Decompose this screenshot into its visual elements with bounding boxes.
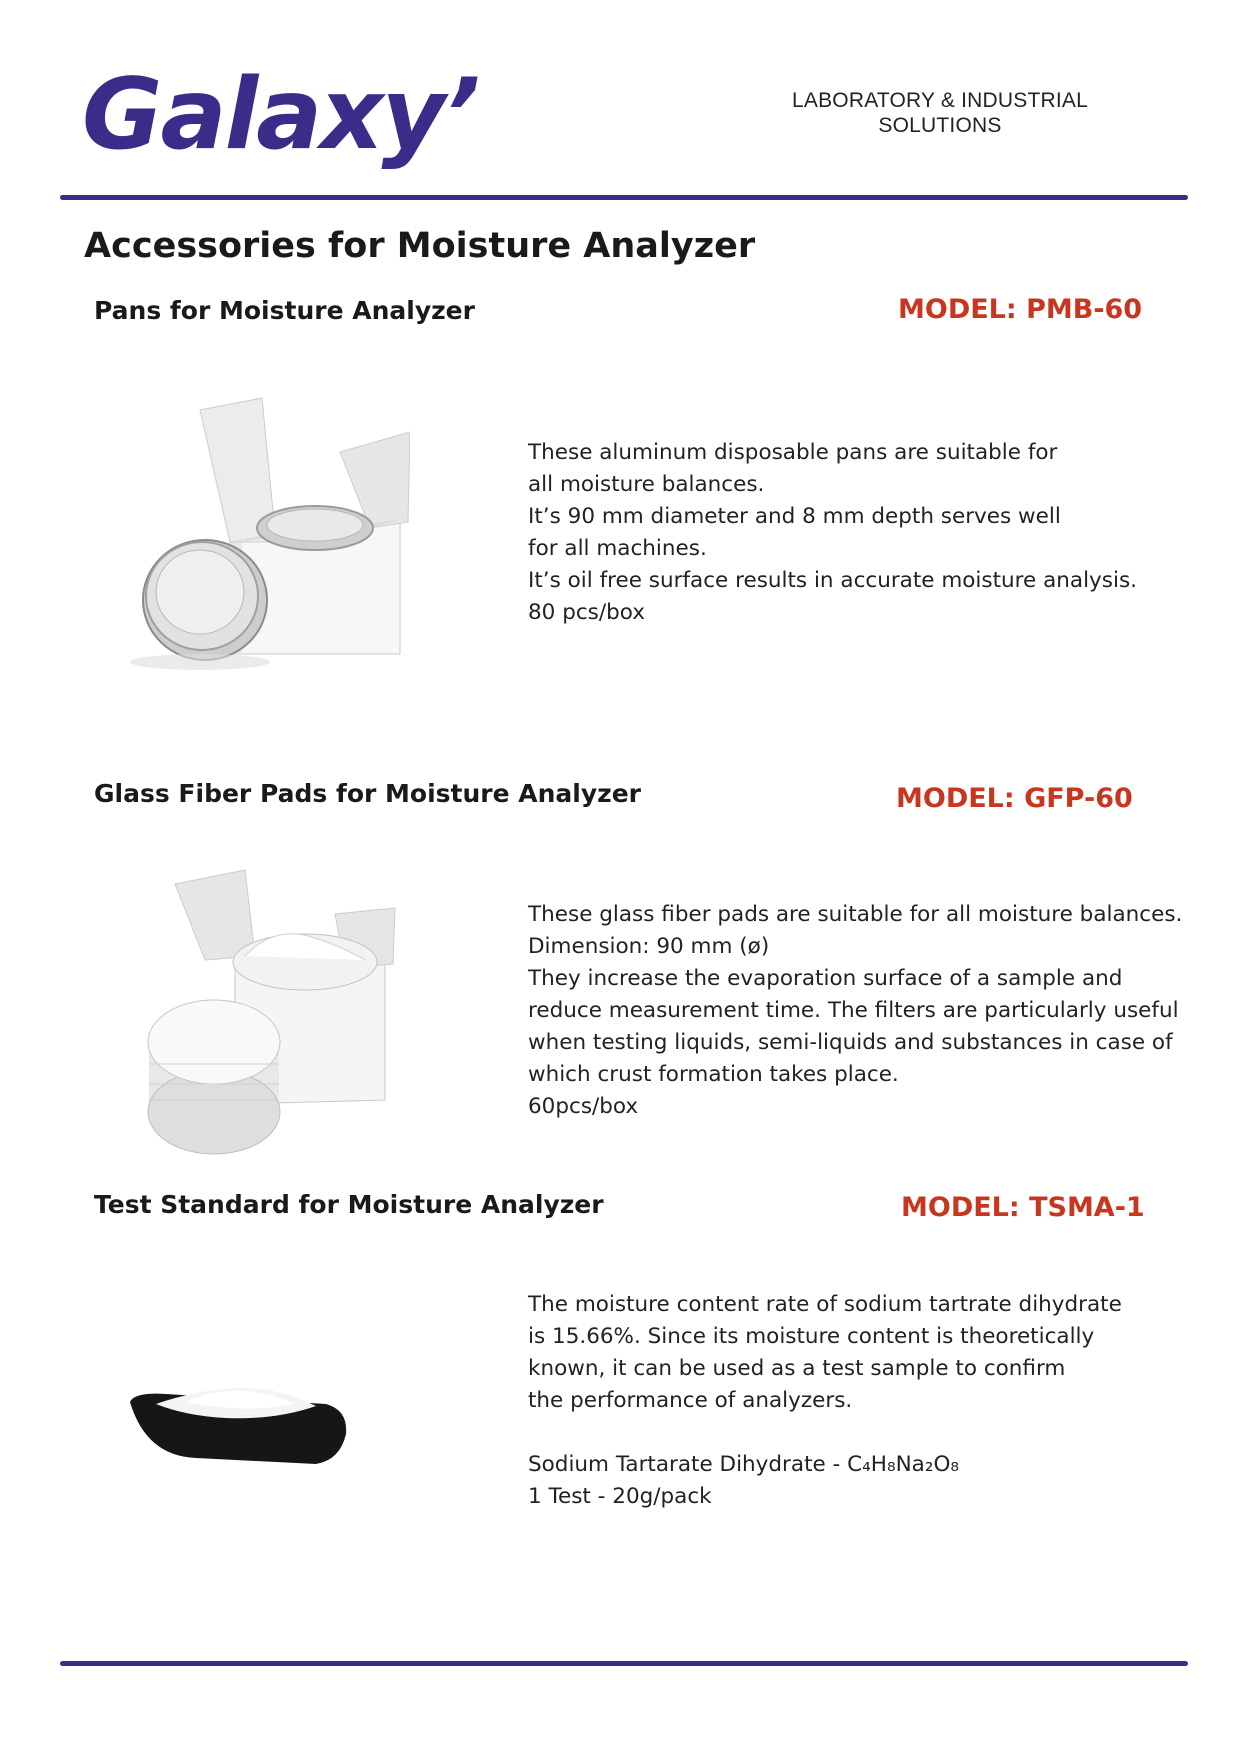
description-line: These aluminum disposable pans are suitable for [528,440,1058,465]
description-line: They increase the evaporation surface of a sample and [528,966,1123,991]
footer-divider [60,1661,1188,1666]
model-label-pmb-60: MODEL: PMB-60 [898,294,1143,325]
description-line: known, it can be used as a test sample to confirm [528,1356,1066,1381]
model-label-gfp-60: MODEL: GFP-60 [896,783,1133,814]
glass-fiber-pads-box-image [145,864,405,1156]
logo-text: Galaxy’ [82,62,479,172]
section-description-pans [528,437,1137,629]
aluminum-pans-box-image [130,392,410,678]
galaxy-logo [82,62,512,178]
tagline-line-2: SOLUTIONS [878,114,1002,137]
description-line [528,1417,1122,1449]
description-line: the performance of analyzers. [528,1388,853,1413]
tagline-line-1: LABORATORY & INDUSTRIAL [792,89,1088,112]
description-line: These glass fiber pads are suitable for all moisture balances. [528,902,1183,927]
description-line: 1 Test - 20g/pack [528,1484,712,1509]
description-line: 60pcs/box [528,1094,639,1119]
section-title-pans: Pans for Moisture Analyzer [94,296,475,325]
section-title-glass-fiber-pads: Glass Fiber Pads for Moisture Analyzer [94,779,641,808]
description-line: all moisture balances. [528,472,765,497]
header-divider [60,195,1188,200]
description-line: The moisture content rate of sodium tartrate dihydrate [528,1292,1122,1317]
powder-tray-image [126,1380,352,1466]
section-description-test-standard [528,1289,1122,1513]
description-line: Dimension: 90 mm (ø) [528,934,770,959]
description-line: 80 pcs/box [528,600,645,625]
page-title: Accessories for Moisture Analyzer [84,226,756,266]
tagline [760,88,1120,138]
description-line: It’s oil free surface results in accurate moisture analysis. [528,568,1137,593]
description-line: which crust formation takes place. [528,1062,899,1087]
description-line: for all machines. [528,536,707,561]
description-line: Sodium Tartarate Dihydrate - C₄H₈Na₂O₈ [528,1452,959,1477]
section-title-test-standard: Test Standard for Moisture Analyzer [94,1190,604,1219]
model-label-tsma-1: MODEL: TSMA-1 [901,1192,1145,1223]
description-line: when testing liquids, semi-liquids and substances in case of [528,1030,1173,1055]
description-line: It’s 90 mm diameter and 8 mm depth serves well [528,504,1061,529]
description-line: is 15.66%. Since its moisture content is theoretically [528,1324,1095,1349]
description-line: reduce measurement time. The filters are particularly useful [528,998,1179,1023]
section-description-glass-fiber-pads [528,899,1182,1123]
